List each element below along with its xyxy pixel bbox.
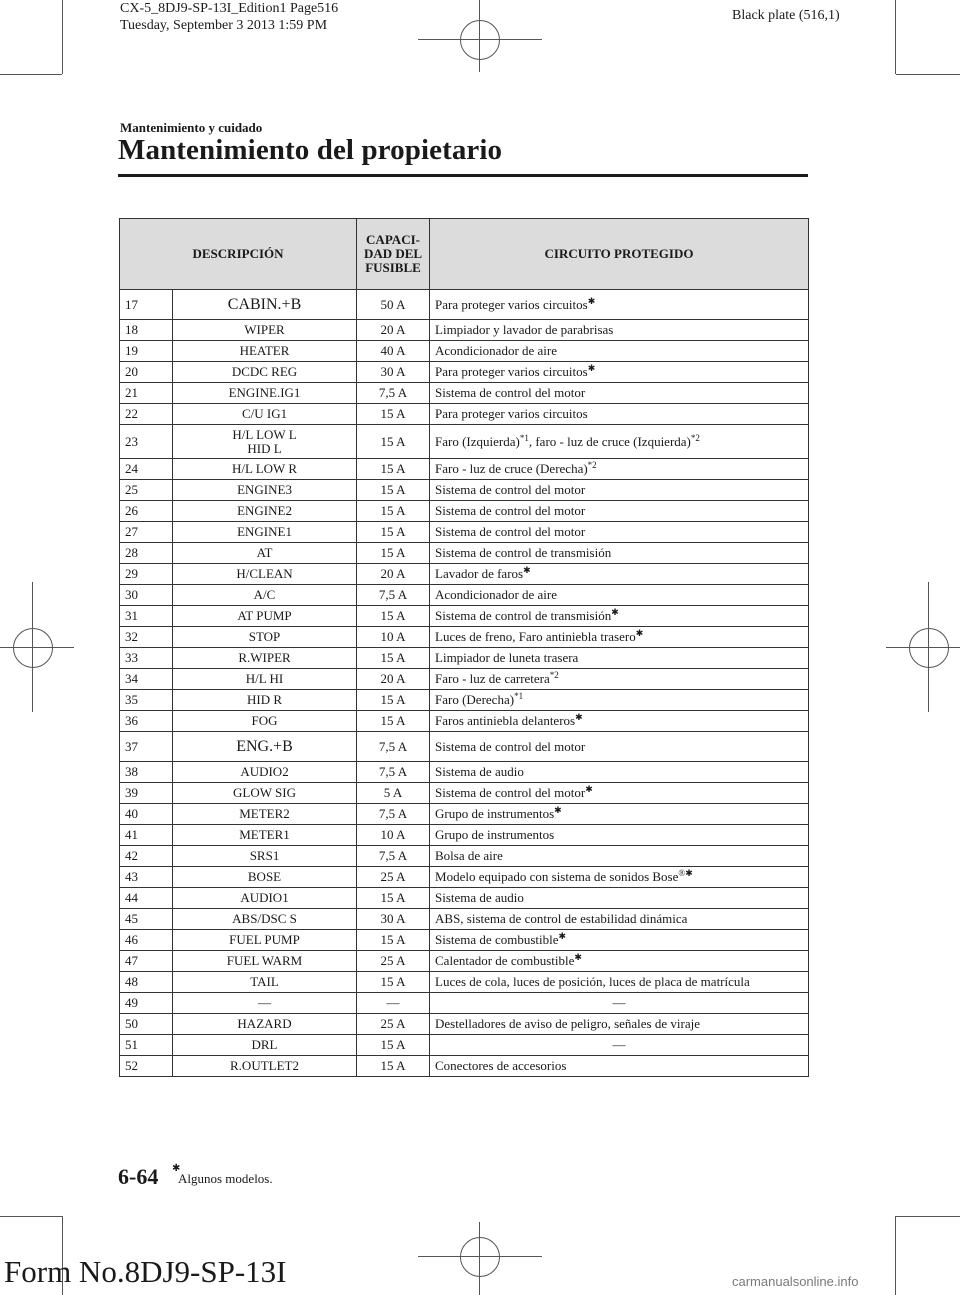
fuse-capacity: 15 A xyxy=(357,501,430,522)
table-row xyxy=(120,804,809,825)
protected-circuit-text: Para proteger varios circuitos xyxy=(435,406,588,421)
fuse-capacity: 7,5 A xyxy=(357,383,430,404)
fuse-number: 38 xyxy=(120,762,173,783)
fuse-description: DCDC REG xyxy=(173,362,357,383)
table-row xyxy=(120,383,809,404)
protected-circuit-text: Sistema de control del motor xyxy=(435,482,586,497)
protected-circuit xyxy=(430,1014,809,1035)
protected-circuit xyxy=(430,951,809,972)
table-row xyxy=(120,1014,809,1035)
registration-target-left xyxy=(13,628,53,668)
protected-circuit xyxy=(430,383,809,404)
asterisk-icon: ✱ xyxy=(558,931,567,941)
protected-circuit-text: — xyxy=(612,995,626,1010)
protected-circuit xyxy=(430,290,809,320)
protected-circuit-text: Sistema de combustible xyxy=(435,932,559,947)
table-row xyxy=(120,930,809,951)
fuse-capacity: 20 A xyxy=(357,320,430,341)
fuse-description: AT xyxy=(173,543,357,564)
fuse-description: AUDIO2 xyxy=(173,762,357,783)
col-header-capacity-line3: FUSIBLE xyxy=(365,260,421,275)
registration-target-top xyxy=(418,39,542,40)
table-row xyxy=(120,341,809,362)
protected-circuit-text: Luces de freno, Faro antiniebla trasero xyxy=(435,629,636,644)
fuse-description: AUDIO1 xyxy=(173,888,357,909)
protected-circuit-text: Bolsa de aire xyxy=(435,848,503,863)
fuse-number: 49 xyxy=(120,993,173,1014)
fuse-number: 21 xyxy=(120,383,173,404)
table-row xyxy=(120,501,809,522)
col-header-capacity-line2: DAD DEL xyxy=(363,246,423,261)
table-row xyxy=(120,522,809,543)
fuse-description: HAZARD xyxy=(173,1014,357,1035)
protected-circuit-text: ABS, sistema de control de estabilidad dinámica xyxy=(435,911,688,926)
protected-circuit xyxy=(430,825,809,846)
footnote-text: Algunos modelos. xyxy=(178,1171,273,1186)
protected-circuit-text: Sistema de audio xyxy=(435,764,524,779)
fuse-capacity: 15 A xyxy=(357,522,430,543)
protected-circuit-text: Acondicionador de aire xyxy=(435,343,558,358)
fuse-capacity: 7,5 A xyxy=(357,732,430,762)
protected-circuit-text: Faro - luz de carretera xyxy=(435,671,550,686)
footnote-ref: *2 xyxy=(690,432,700,443)
fuse-capacity: 15 A xyxy=(357,888,430,909)
fuse-number: 32 xyxy=(120,627,173,648)
fuse-table-body xyxy=(120,290,809,1077)
fuse-number: 34 xyxy=(120,669,173,690)
protected-circuit xyxy=(430,543,809,564)
fuse-description: WIPER xyxy=(173,320,357,341)
fuse-description: ENGINE3 xyxy=(173,480,357,501)
registration-target-bottom xyxy=(418,1256,542,1257)
registration-target-bottom xyxy=(460,1237,500,1277)
protected-circuit-text: Grupo de instrumentos xyxy=(435,806,555,821)
table-row xyxy=(120,362,809,383)
fuse-capacity: 20 A xyxy=(357,669,430,690)
fuse-number: 17 xyxy=(120,290,173,320)
fuse-number: 40 xyxy=(120,804,173,825)
table-row xyxy=(120,627,809,648)
plate-label: Black plate (516,1) xyxy=(732,8,840,23)
fuse-capacity: 15 A xyxy=(357,543,430,564)
fuse-capacity: 15 A xyxy=(357,972,430,993)
crop-mark xyxy=(896,74,960,75)
protected-circuit-text: Sistema de control de transmisión xyxy=(435,608,612,623)
fuse-description: H/L HI xyxy=(173,669,357,690)
fuse-capacity: 25 A xyxy=(357,1014,430,1035)
fuse-number: 45 xyxy=(120,909,173,930)
protected-circuit-text: Acondicionador de aire xyxy=(435,587,558,602)
protected-circuit xyxy=(430,341,809,362)
fuse-capacity: 5 A xyxy=(357,783,430,804)
print-header xyxy=(120,0,338,34)
fuse-capacity: 15 A xyxy=(357,648,430,669)
fuse-number: 27 xyxy=(120,522,173,543)
footnote-asterisk-icon: ✱ xyxy=(172,1163,181,1174)
table-row xyxy=(120,825,809,846)
fuse-number: 30 xyxy=(120,585,173,606)
fuse-description: BOSE xyxy=(173,867,357,888)
crop-mark xyxy=(895,0,896,74)
table-row xyxy=(120,888,809,909)
protected-circuit-text: Calentador de combustible xyxy=(435,953,575,968)
protected-circuit xyxy=(430,930,809,951)
protected-circuit-text: Para proteger varios circuitos xyxy=(435,364,588,379)
protected-circuit xyxy=(430,711,809,732)
protected-circuit-text: Sistema de control del motor xyxy=(435,524,586,539)
fuse-description-line2: HID L xyxy=(247,440,282,456)
protected-circuit xyxy=(430,522,809,543)
table-row xyxy=(120,606,809,627)
protected-circuit xyxy=(430,846,809,867)
table-row xyxy=(120,762,809,783)
protected-circuit xyxy=(430,404,809,425)
title-rule xyxy=(118,174,808,177)
asterisk-icon: ✱ xyxy=(587,363,596,373)
table-row xyxy=(120,909,809,930)
table-row xyxy=(120,320,809,341)
fuse-number: 48 xyxy=(120,972,173,993)
fuse-number: 42 xyxy=(120,846,173,867)
fuse-description: H/L LOW R xyxy=(173,459,357,480)
fuse-capacity: 30 A xyxy=(357,909,430,930)
protected-circuit-text: Faro (Derecha) xyxy=(435,692,515,707)
asterisk-icon: ✱ xyxy=(635,628,644,638)
registration-target-top xyxy=(479,0,480,72)
table-row xyxy=(120,425,809,459)
crop-mark xyxy=(896,1216,960,1217)
table-row xyxy=(120,543,809,564)
protected-circuit xyxy=(430,362,809,383)
table-row xyxy=(120,1056,809,1077)
fuse-number: 23 xyxy=(120,425,173,459)
fuse-number: 46 xyxy=(120,930,173,951)
fuse-capacity: 40 A xyxy=(357,341,430,362)
fuse-capacity: 15 A xyxy=(357,1035,430,1056)
table-row xyxy=(120,972,809,993)
registration-target-left xyxy=(32,582,33,712)
fuse-number: 29 xyxy=(120,564,173,585)
protected-circuit-text: , faro - luz de cruce (Izquierda) xyxy=(528,433,691,449)
protected-circuit xyxy=(430,501,809,522)
table-row xyxy=(120,1035,809,1056)
fuse-capacity: 7,5 A xyxy=(357,846,430,867)
fuse-capacity: 15 A xyxy=(357,1056,430,1077)
fuse-number: 35 xyxy=(120,690,173,711)
fuse-description: FUEL PUMP xyxy=(173,930,357,951)
protected-circuit xyxy=(430,669,809,690)
protected-circuit xyxy=(430,993,809,1014)
fuse-description: ABS/DSC S xyxy=(173,909,357,930)
fuse-number: 36 xyxy=(120,711,173,732)
registration-target-left xyxy=(0,647,74,648)
fuse-number: 50 xyxy=(120,1014,173,1035)
protected-circuit-text: Sistema de control de transmisión xyxy=(435,545,612,560)
fuse-number: 18 xyxy=(120,320,173,341)
fuse-capacity: 15 A xyxy=(357,459,430,480)
fuse-table xyxy=(119,218,809,1077)
protected-circuit-text: Faros antiniebla delanteros xyxy=(435,713,576,728)
fuse-capacity: — xyxy=(357,993,430,1014)
print-header-line1: CX-5_8DJ9-SP-13I_Edition1 Page516 xyxy=(120,1,339,16)
table-row xyxy=(120,480,809,501)
footnote-ref: *1 xyxy=(519,432,529,443)
fuse-capacity: 15 A xyxy=(357,404,430,425)
protected-circuit xyxy=(430,648,809,669)
fuse-description: C/U IG1 xyxy=(173,404,357,425)
registration-target-right xyxy=(886,647,960,648)
table-row xyxy=(120,732,809,762)
fuse-description: ENG.+B xyxy=(173,732,357,762)
table-row xyxy=(120,669,809,690)
fuse-number: 37 xyxy=(120,732,173,762)
table-row xyxy=(120,783,809,804)
fuse-capacity: 7,5 A xyxy=(357,762,430,783)
fuse-capacity: 15 A xyxy=(357,930,430,951)
table-row xyxy=(120,648,809,669)
protected-circuit-text: Luces de cola, luces de posición, luces de placa de matrícula xyxy=(435,974,750,989)
fuse-number: 47 xyxy=(120,951,173,972)
fuse-description: SRS1 xyxy=(173,846,357,867)
fuse-number: 51 xyxy=(120,1035,173,1056)
fuse-description: TAIL xyxy=(173,972,357,993)
fuse-description: FUEL WARM xyxy=(173,951,357,972)
fuse-description-line1: H/L LOW L xyxy=(232,426,297,442)
fuse-number: 31 xyxy=(120,606,173,627)
protected-circuit-text: Sistema de control del motor xyxy=(435,785,586,800)
fuse-description: H/CLEAN xyxy=(173,564,357,585)
protected-circuit xyxy=(430,606,809,627)
fuse-capacity: 10 A xyxy=(357,825,430,846)
table-row xyxy=(120,846,809,867)
page-title: Mantenimiento del propietario xyxy=(118,134,503,166)
protected-circuit xyxy=(430,480,809,501)
protected-circuit-text: Sistema de control del motor xyxy=(435,385,586,400)
fuse-number: 28 xyxy=(120,543,173,564)
section-label: Mantenimiento y cuidado xyxy=(120,120,263,135)
protected-circuit xyxy=(430,320,809,341)
protected-circuit-text: Faro (Izquierda) xyxy=(435,433,520,449)
fuse-capacity: 20 A xyxy=(357,564,430,585)
fuse-description: HID R xyxy=(173,690,357,711)
asterisk-icon: ✱ xyxy=(523,565,531,575)
protected-circuit xyxy=(430,585,809,606)
table-row xyxy=(120,690,809,711)
protected-circuit xyxy=(430,1035,809,1056)
protected-circuit-text: Sistema de audio xyxy=(435,890,524,905)
table-row xyxy=(120,459,809,480)
asterisk-icon: ✱ xyxy=(585,784,593,794)
fuse-capacity: 50 A xyxy=(357,290,430,320)
fuse-capacity: 15 A xyxy=(357,711,430,732)
registration-target-bottom xyxy=(479,1222,480,1295)
watermark: carmanualsonline.info xyxy=(732,1274,859,1289)
protected-circuit-text: Para proteger varios circuitos xyxy=(435,296,588,312)
footnote-ref: *2 xyxy=(549,670,559,680)
fuse-capacity: 30 A xyxy=(357,362,430,383)
fuse-description: CABIN.+B xyxy=(173,290,357,320)
fuse-number: 25 xyxy=(120,480,173,501)
print-header-line2: Tuesday, September 3 2013 1:59 PM xyxy=(120,18,328,33)
registration-target-top xyxy=(460,20,500,60)
registration-target-right xyxy=(909,628,949,668)
fuse-description: HEATER xyxy=(173,341,357,362)
fuse-capacity: 10 A xyxy=(357,627,430,648)
fuse-description: DRL xyxy=(173,1035,357,1056)
protected-circuit-text: Modelo equipado con sistema de sonidos Bose xyxy=(435,869,679,884)
protected-circuit xyxy=(430,732,809,762)
crop-mark xyxy=(0,1216,62,1217)
fuse-number: 22 xyxy=(120,404,173,425)
protected-circuit xyxy=(430,888,809,909)
registration-target-right xyxy=(928,582,929,712)
table-row xyxy=(120,290,809,320)
fuse-number: 33 xyxy=(120,648,173,669)
protected-circuit xyxy=(430,909,809,930)
protected-circuit xyxy=(430,425,809,459)
col-header-capacity xyxy=(357,219,430,290)
fuse-description: FOG xyxy=(173,711,357,732)
registered-mark: ® xyxy=(678,868,686,878)
protected-circuit-text: Sistema de control del motor xyxy=(435,738,586,754)
protected-circuit-text: Destelladores de aviso de peligro, señales de viraje xyxy=(435,1016,700,1031)
asterisk-icon: ✱ xyxy=(587,295,596,306)
fuse-number: 43 xyxy=(120,867,173,888)
table-row xyxy=(120,867,809,888)
protected-circuit xyxy=(430,867,809,888)
fuse-number: 19 xyxy=(120,341,173,362)
fuse-description: ENGINE2 xyxy=(173,501,357,522)
asterisk-icon: ✱ xyxy=(574,952,582,962)
fuse-description: METER1 xyxy=(173,825,357,846)
fuse-description: A/C xyxy=(173,585,357,606)
col-header-description: DESCRIPCIÓN xyxy=(120,219,357,290)
crop-mark xyxy=(0,74,62,75)
fuse-description: STOP xyxy=(173,627,357,648)
fuse-description xyxy=(173,425,357,459)
protected-circuit-text: — xyxy=(612,1037,626,1052)
table-row xyxy=(120,711,809,732)
page-number: 6-64 xyxy=(118,1164,159,1189)
footnote-ref: *1 xyxy=(514,691,524,701)
protected-circuit xyxy=(430,459,809,480)
fuse-description: AT PUMP xyxy=(173,606,357,627)
protected-circuit xyxy=(430,690,809,711)
crop-mark xyxy=(895,1216,896,1295)
protected-circuit xyxy=(430,762,809,783)
fuse-number: 39 xyxy=(120,783,173,804)
protected-circuit xyxy=(430,804,809,825)
protected-circuit xyxy=(430,627,809,648)
fuse-capacity: 7,5 A xyxy=(357,585,430,606)
protected-circuit-text: Sistema de control del motor xyxy=(435,503,586,518)
footnote-ref: *2 xyxy=(587,460,597,470)
protected-circuit-text: Grupo de instrumentos xyxy=(435,827,555,842)
fuse-capacity: 15 A xyxy=(357,425,430,459)
protected-circuit xyxy=(430,1056,809,1077)
protected-circuit-text: Limpiador de luneta trasera xyxy=(435,650,579,665)
crop-mark xyxy=(62,0,63,74)
fuse-description: GLOW SIG xyxy=(173,783,357,804)
table-row xyxy=(120,993,809,1014)
protected-circuit xyxy=(430,972,809,993)
fuse-capacity: 15 A xyxy=(357,606,430,627)
asterisk-icon: ✱ xyxy=(554,805,562,815)
fuse-description: — xyxy=(173,993,357,1014)
protected-circuit-text: Conectores de accesorios xyxy=(435,1058,567,1073)
asterisk-icon: ✱ xyxy=(575,712,583,722)
fuse-number: 52 xyxy=(120,1056,173,1077)
fuse-capacity: 7,5 A xyxy=(357,804,430,825)
table-row xyxy=(120,564,809,585)
table-row xyxy=(120,404,809,425)
table-row xyxy=(120,951,809,972)
fuse-capacity: 15 A xyxy=(357,480,430,501)
col-header-circuit: CIRCUITO PROTEGIDO xyxy=(430,219,809,290)
asterisk-icon: ✱ xyxy=(685,868,693,878)
protected-circuit-text: Lavador de faros xyxy=(435,566,524,581)
fuse-number: 41 xyxy=(120,825,173,846)
table-header-row xyxy=(120,219,809,290)
fuse-number: 26 xyxy=(120,501,173,522)
table-row xyxy=(120,585,809,606)
asterisk-icon: ✱ xyxy=(611,607,619,617)
fuse-description: METER2 xyxy=(173,804,357,825)
protected-circuit-text: Faro - luz de cruce (Derecha) xyxy=(435,461,588,476)
fuse-capacity: 25 A xyxy=(357,951,430,972)
fuse-capacity: 15 A xyxy=(357,690,430,711)
fuse-number: 20 xyxy=(120,362,173,383)
fuse-capacity: 25 A xyxy=(357,867,430,888)
fuse-description: ENGINE.IG1 xyxy=(173,383,357,404)
fuse-description: R.OUTLET2 xyxy=(173,1056,357,1077)
col-header-capacity-line1: CAPACI- xyxy=(366,232,420,247)
fuse-description: ENGINE1 xyxy=(173,522,357,543)
protected-circuit-text: Limpiador y lavador de parabrisas xyxy=(435,322,614,337)
protected-circuit xyxy=(430,564,809,585)
fuse-number: 44 xyxy=(120,888,173,909)
protected-circuit xyxy=(430,783,809,804)
form-number: Form No.8DJ9-SP-13I xyxy=(4,1254,287,1289)
fuse-description: R.WIPER xyxy=(173,648,357,669)
fuse-number: 24 xyxy=(120,459,173,480)
